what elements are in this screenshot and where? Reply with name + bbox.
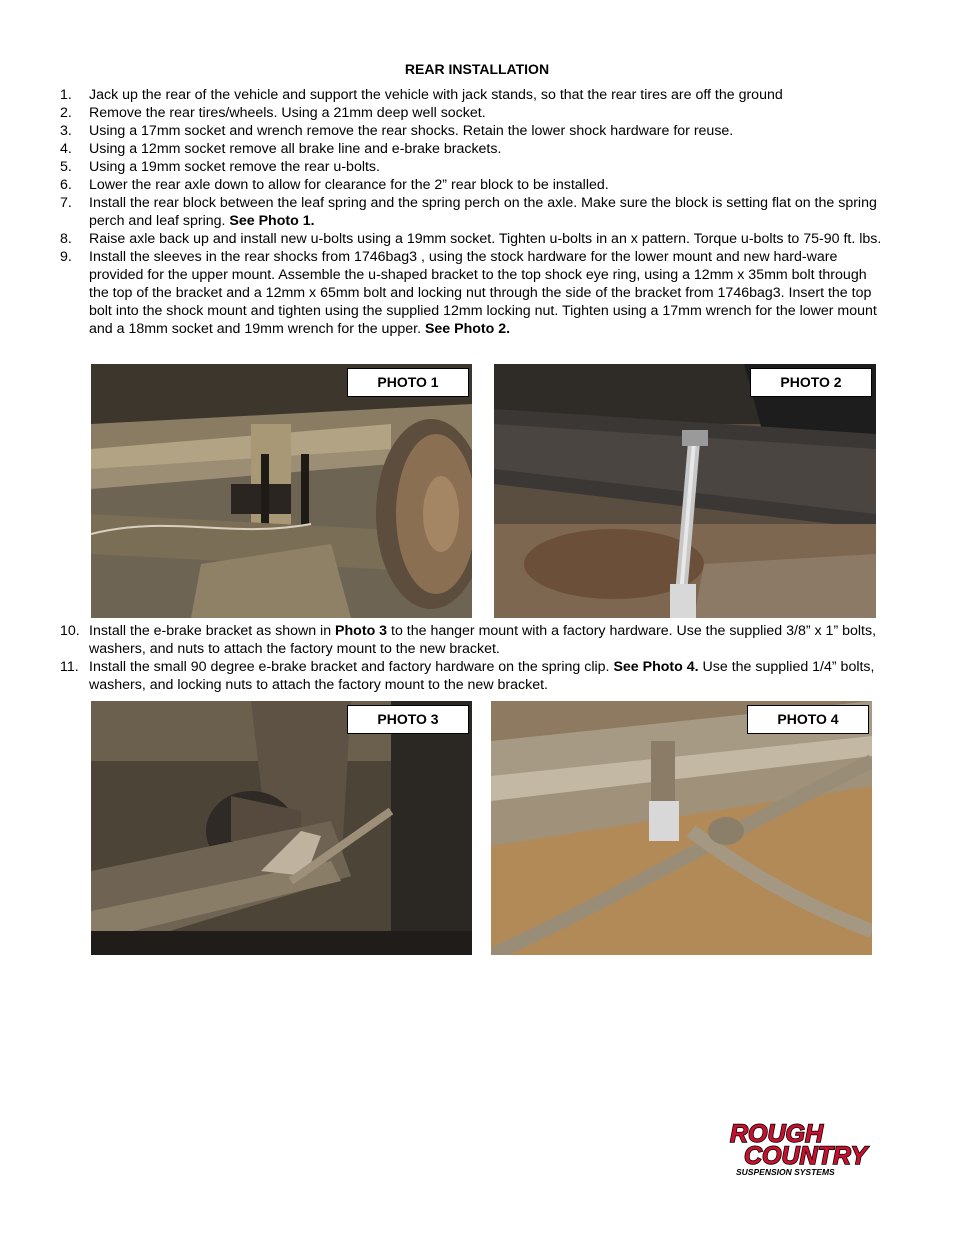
step-number: 7. (60, 195, 72, 211)
step-item (60, 158, 886, 176)
step-item (60, 176, 886, 194)
step-item (60, 86, 886, 104)
step-text: Install the e-brake bracket as shown in (89, 623, 336, 639)
step-number: 1. (60, 87, 72, 103)
step-number: 9. (60, 249, 72, 265)
step-text: Install the small 90 degree e-brake bracket and factory hardware on the spring clip. (89, 659, 614, 675)
step-number: 5. (60, 159, 72, 175)
step-number: 10. (60, 623, 80, 639)
step-item (60, 140, 886, 158)
step-text: Using a 17mm socket and wrench remove the rear shocks. Retain the lower shock hardware for reuse. (89, 123, 734, 139)
step-item (60, 248, 886, 338)
step-item (60, 122, 886, 140)
svg-text:COUNTRY: COUNTRY (744, 1142, 868, 1170)
step-item (60, 230, 886, 248)
svg-text:ROUGH: ROUGH (730, 1120, 824, 1148)
photo-1-image (91, 364, 472, 618)
step-text: Raise axle back up and install new u-bolts using a 19mm socket. Tighten u-bolts in an x pattern. Torque u-bolts to 75-90 ft. lbs. (89, 231, 882, 247)
step-number: 4. (60, 141, 72, 157)
svg-text:SUSPENSION SYSTEMS: SUSPENSION SYSTEMS (736, 1167, 835, 1177)
photo-4-label: PHOTO 4 (747, 705, 869, 734)
step-text: Install the rear block between the leaf spring and the spring perch on the axle. Make sure the block is setting flat on the spring perch and leaf spring. (89, 195, 877, 229)
step-number: 3. (60, 123, 72, 139)
step-text: Lower the rear axle down to allow for clearance for the 2” rear block to be installed. (89, 177, 609, 193)
step-text: Remove the rear tires/wheels. Using a 21mm deep well socket. (89, 105, 486, 121)
step-item (60, 194, 886, 230)
photo-1-label: PHOTO 1 (347, 368, 469, 397)
photo-2-label: PHOTO 2 (750, 368, 872, 397)
step-item (60, 622, 886, 658)
step-number: 6. (60, 177, 72, 193)
photo-3-image (91, 701, 472, 955)
step-reference: Photo 3 (335, 623, 388, 639)
photo-3-label: PHOTO 3 (347, 705, 469, 734)
photo-4-image (491, 701, 872, 955)
installation-steps-list-continued (60, 622, 886, 694)
step-text: Jack up the rear of the vehicle and support the vehicle with jack stands, so that the rear tires are off the ground (89, 87, 783, 103)
step-item (60, 104, 886, 122)
step-text: Using a 12mm socket remove all brake line and e-brake brackets. (89, 141, 502, 157)
step-number: 11. (60, 659, 79, 675)
step-reference: See Photo 1. (229, 213, 315, 229)
step-text: Install the sleeves in the rear shocks from 1746bag3 , using the stock hardware for the lower mount and new hard-ware provided for the upper mount. Assemble the u-shaped bracket to the top shock eye ring, using a 12mm x 35mm bolt through the top of the bracket and a 12mm x 65mm bolt and locking nut through the side of the bracket from 1746bag3. Insert the top bolt into the shock mount and tighten using the supplied 12mm locking nut. Tighten using a 17mm wrench for the lower mount and a 18mm socket and 19mm wrench for the upper. (89, 249, 877, 337)
step-number: 8. (60, 231, 72, 247)
step-text: Use the supplied 1/4” bolts, washers, and locking nuts to attach the factory mount to the new bracket. (89, 659, 875, 693)
section-title: REAR INSTALLATION (404, 61, 550, 77)
step-reference: See Photo 2. (424, 321, 511, 337)
step-reference: See Photo 4. (613, 659, 699, 675)
step-number: 2. (60, 105, 72, 121)
rough-country-logo (726, 1118, 896, 1178)
step-item (60, 658, 886, 694)
step-text: Using a 19mm socket remove the rear u-bolts. (89, 159, 380, 175)
photo-2-image (494, 364, 876, 618)
step-text: to the hanger mount with a factory hardware. Use the supplied 3/8” x 1” bolts, washers, and nuts to attach the factory mount to the new bracket. (89, 623, 877, 657)
installation-steps-list (60, 86, 886, 338)
